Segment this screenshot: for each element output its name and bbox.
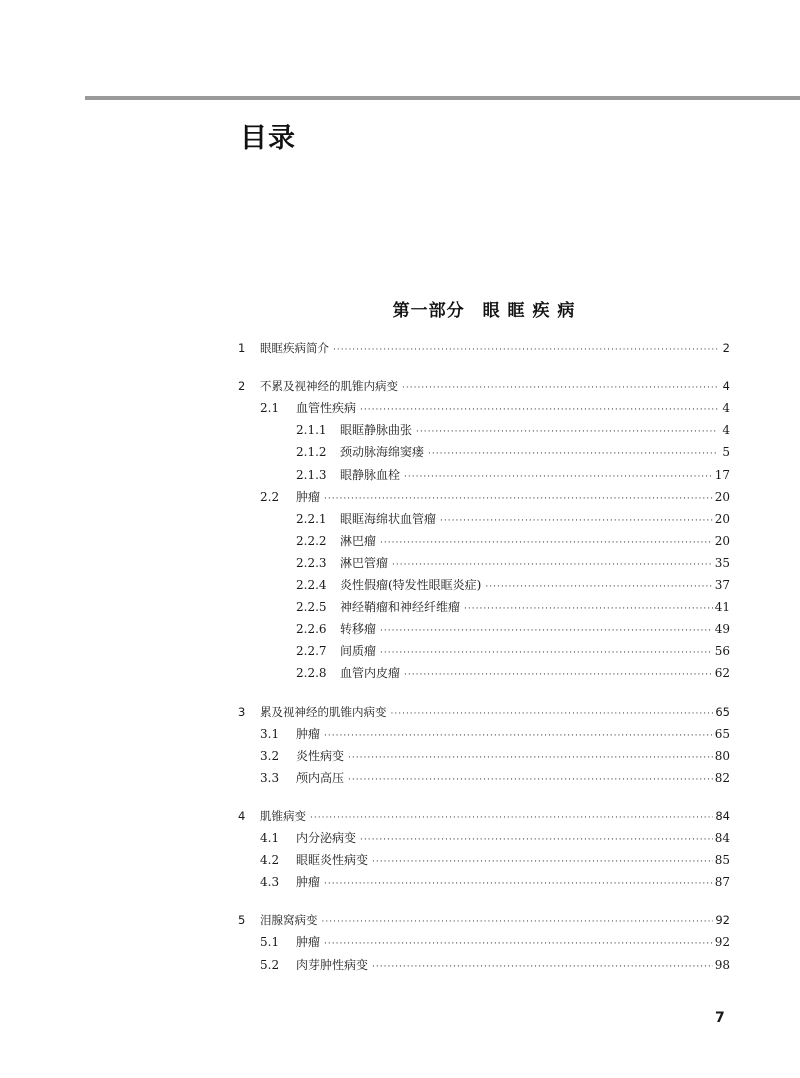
toc-subsection-entry[interactable] <box>238 640 730 662</box>
toc-entry-page: 80 <box>714 748 730 763</box>
toc-subsection-entry[interactable] <box>238 419 730 441</box>
toc-subsection-entry[interactable] <box>238 574 730 596</box>
dot-leader <box>404 664 713 686</box>
dot-leader <box>348 769 713 791</box>
toc-entry-title: 炎性假瘤(特发性眼眶炎症) <box>340 578 482 592</box>
toc-entry-number: 3 <box>238 704 246 719</box>
page-number: 7 <box>715 1010 725 1026</box>
toc-entry-number: 2.2.5 <box>296 600 327 615</box>
dot-leader <box>440 510 713 532</box>
dot-leader <box>322 911 714 933</box>
toc-entry-title: 肌锥病变 <box>260 808 306 823</box>
toc-entry-title: 肉芽肿性病变 <box>296 957 369 972</box>
toc-entry-title: 肿瘤 <box>296 875 321 890</box>
toc-entry-title: 颅内高压 <box>296 770 345 785</box>
dot-leader <box>324 873 713 895</box>
toc-subsection-entry[interactable] <box>238 530 730 552</box>
toc-section-entry[interactable] <box>238 723 730 745</box>
toc-section-entry[interactable] <box>238 827 730 849</box>
toc-entry-number: 2.2 <box>260 489 280 504</box>
dot-leader <box>392 554 713 576</box>
toc-entry-title: 眼眶海绵状血管瘤 <box>340 511 437 526</box>
toc-entry-number: 5.2 <box>260 957 280 972</box>
toc-entry-number: 3.1 <box>260 726 280 741</box>
dot-leader <box>416 421 718 443</box>
dot-leader <box>380 642 713 664</box>
toc-entry-title: 肿瘤 <box>296 935 321 950</box>
toc-section-entry[interactable] <box>238 931 730 953</box>
toc-subsection-entry[interactable] <box>238 508 730 530</box>
toc-entry-title: 眼静脉血栓 <box>340 467 401 482</box>
toc-entry-number: 2 <box>238 379 246 394</box>
toc-section-entry[interactable] <box>238 849 730 871</box>
toc-entry-title: 肿瘤 <box>296 726 321 741</box>
toc-entry-number: 4.2 <box>260 853 280 868</box>
toc-entry-title: 眼眶静脉曲张 <box>340 423 413 438</box>
toc-entry-page: 87 <box>714 875 730 890</box>
toc-entry-page: 65 <box>714 726 730 741</box>
dot-leader <box>428 443 718 465</box>
toc-entry-title: 血管性疾病 <box>296 401 357 416</box>
toc-chapter-entry[interactable] <box>238 909 730 931</box>
toc-entry-number: 2.2.2 <box>296 533 327 548</box>
toc-entry-number: 2.2.6 <box>296 622 327 637</box>
toc-entry-number: 2.1.2 <box>296 445 327 460</box>
dot-leader <box>404 466 713 488</box>
toc-entry-page: 5 <box>722 445 730 460</box>
toc-subsection-entry[interactable] <box>238 618 730 640</box>
toc-entry-page: 84 <box>714 831 730 845</box>
toc-subsection-entry[interactable] <box>238 464 730 486</box>
toc-entry-page: 20 <box>714 489 730 504</box>
toc-entry-page: 92 <box>715 913 730 928</box>
toc-entry-title: 淋巴管瘤 <box>340 555 389 570</box>
toc-entry-number: 4 <box>238 808 246 823</box>
toc-entry-page: 20 <box>714 511 730 526</box>
part-heading: 第一部分 眼 眶 疾 病 <box>392 301 576 321</box>
dot-leader <box>360 829 713 851</box>
toc-entry-page: 20 <box>714 533 730 548</box>
toc-entry-title: 炎性病变 <box>296 748 345 763</box>
toc-entry-number: 1 <box>238 341 246 355</box>
toc-entry-number: 2.2.7 <box>296 644 327 659</box>
top-rule <box>85 96 800 100</box>
toc-entry-page: 92 <box>714 935 730 950</box>
toc-entry-page: 84 <box>715 808 730 823</box>
toc-entry-page: 56 <box>714 644 730 659</box>
toc-entry-number: 5.1 <box>260 935 280 950</box>
toc-subsection-entry[interactable] <box>238 596 730 618</box>
dot-leader <box>360 399 718 421</box>
toc-entry-number: 5 <box>238 913 246 928</box>
toc-section-entry[interactable] <box>238 486 730 508</box>
toc-chapter-entry[interactable] <box>238 375 730 397</box>
dot-leader <box>372 956 713 978</box>
toc-entry-number: 2.2.4 <box>296 578 327 592</box>
toc-entry-title: 眼眶疾病简介 <box>260 341 329 355</box>
toc-entry-number: 2.2.1 <box>296 511 327 526</box>
toc-section-entry[interactable] <box>238 767 730 789</box>
toc-chapter-entry[interactable] <box>238 337 730 359</box>
toc-entry-title: 眼眶炎性病变 <box>296 853 369 868</box>
toc-entry-title: 泪腺窝病变 <box>260 913 318 928</box>
toc-entry-number: 2.1.3 <box>296 467 327 482</box>
toc-section-entry[interactable] <box>238 745 730 767</box>
toc-entry-page: 62 <box>714 666 730 681</box>
toc-entry-page: 49 <box>714 622 730 637</box>
toc-entry-number: 3.3 <box>260 770 280 785</box>
toc-entry-title: 转移瘤 <box>340 622 377 637</box>
toc-entry-number: 4.1 <box>260 831 280 845</box>
toc-chapter-entry[interactable] <box>238 701 730 723</box>
toc-entry-page: 4 <box>722 379 730 394</box>
toc-entry-title: 不累及视神经的肌锥内病变 <box>260 379 398 394</box>
toc-entry-title: 淋巴瘤 <box>340 533 377 548</box>
toc-subsection-entry[interactable] <box>238 441 730 463</box>
toc-entry-page: 65 <box>715 704 730 719</box>
toc-entry-number: 2.1 <box>260 401 280 416</box>
toc-entry-title: 内分泌病变 <box>296 831 357 845</box>
toc-entry-title: 间质瘤 <box>340 644 377 659</box>
toc-entry-page: 2 <box>722 341 730 355</box>
toc-entry-page: 85 <box>714 853 730 868</box>
dot-leader <box>310 807 713 829</box>
page-title: 目录 <box>240 123 296 154</box>
toc-entry-page: 37 <box>714 578 730 592</box>
toc-entry-title: 累及视神经的肌锥内病变 <box>260 704 387 719</box>
toc-entry-number: 2.2.3 <box>296 555 327 570</box>
dot-leader <box>485 576 712 598</box>
dot-leader <box>380 532 713 554</box>
toc-entry-number: 3.2 <box>260 748 280 763</box>
toc-entry-page: 41 <box>714 600 730 615</box>
toc-entry-title: 血管内皮瘤 <box>340 666 401 681</box>
dot-leader <box>324 488 713 510</box>
toc-entry-title: 神经鞘瘤和神经纤维瘤 <box>340 600 461 615</box>
dot-leader <box>464 598 713 620</box>
dot-leader <box>333 339 718 361</box>
toc-section-entry[interactable] <box>238 871 730 893</box>
toc-chapter-entry[interactable] <box>238 805 730 827</box>
toc-entry-number: 2.1.1 <box>296 423 327 438</box>
toc-entry-title: 颈动脉海绵窦瘘 <box>340 445 425 460</box>
dot-leader <box>391 703 714 725</box>
toc-subsection-entry[interactable] <box>238 662 730 684</box>
toc-section-entry[interactable] <box>238 397 730 419</box>
toc-entry-page: 35 <box>714 555 730 570</box>
toc-entry-page: 17 <box>714 467 730 482</box>
toc-entry-number: 4.3 <box>260 875 280 890</box>
toc-subsection-entry[interactable] <box>238 552 730 574</box>
toc-entry-page: 4 <box>722 401 730 416</box>
dot-leader <box>324 933 713 955</box>
toc-entry-page: 98 <box>714 957 730 972</box>
dot-leader <box>380 620 713 642</box>
toc-entry-title: 肿瘤 <box>296 489 321 504</box>
toc-entry-page: 4 <box>722 423 730 438</box>
dot-leader <box>402 377 718 399</box>
toc-entry-number: 2.2.8 <box>296 666 327 681</box>
dot-leader <box>348 747 713 769</box>
dot-leader <box>372 851 713 873</box>
dot-leader <box>324 725 713 747</box>
toc-section-entry[interactable] <box>238 954 730 976</box>
toc-entry-page: 82 <box>714 770 730 785</box>
